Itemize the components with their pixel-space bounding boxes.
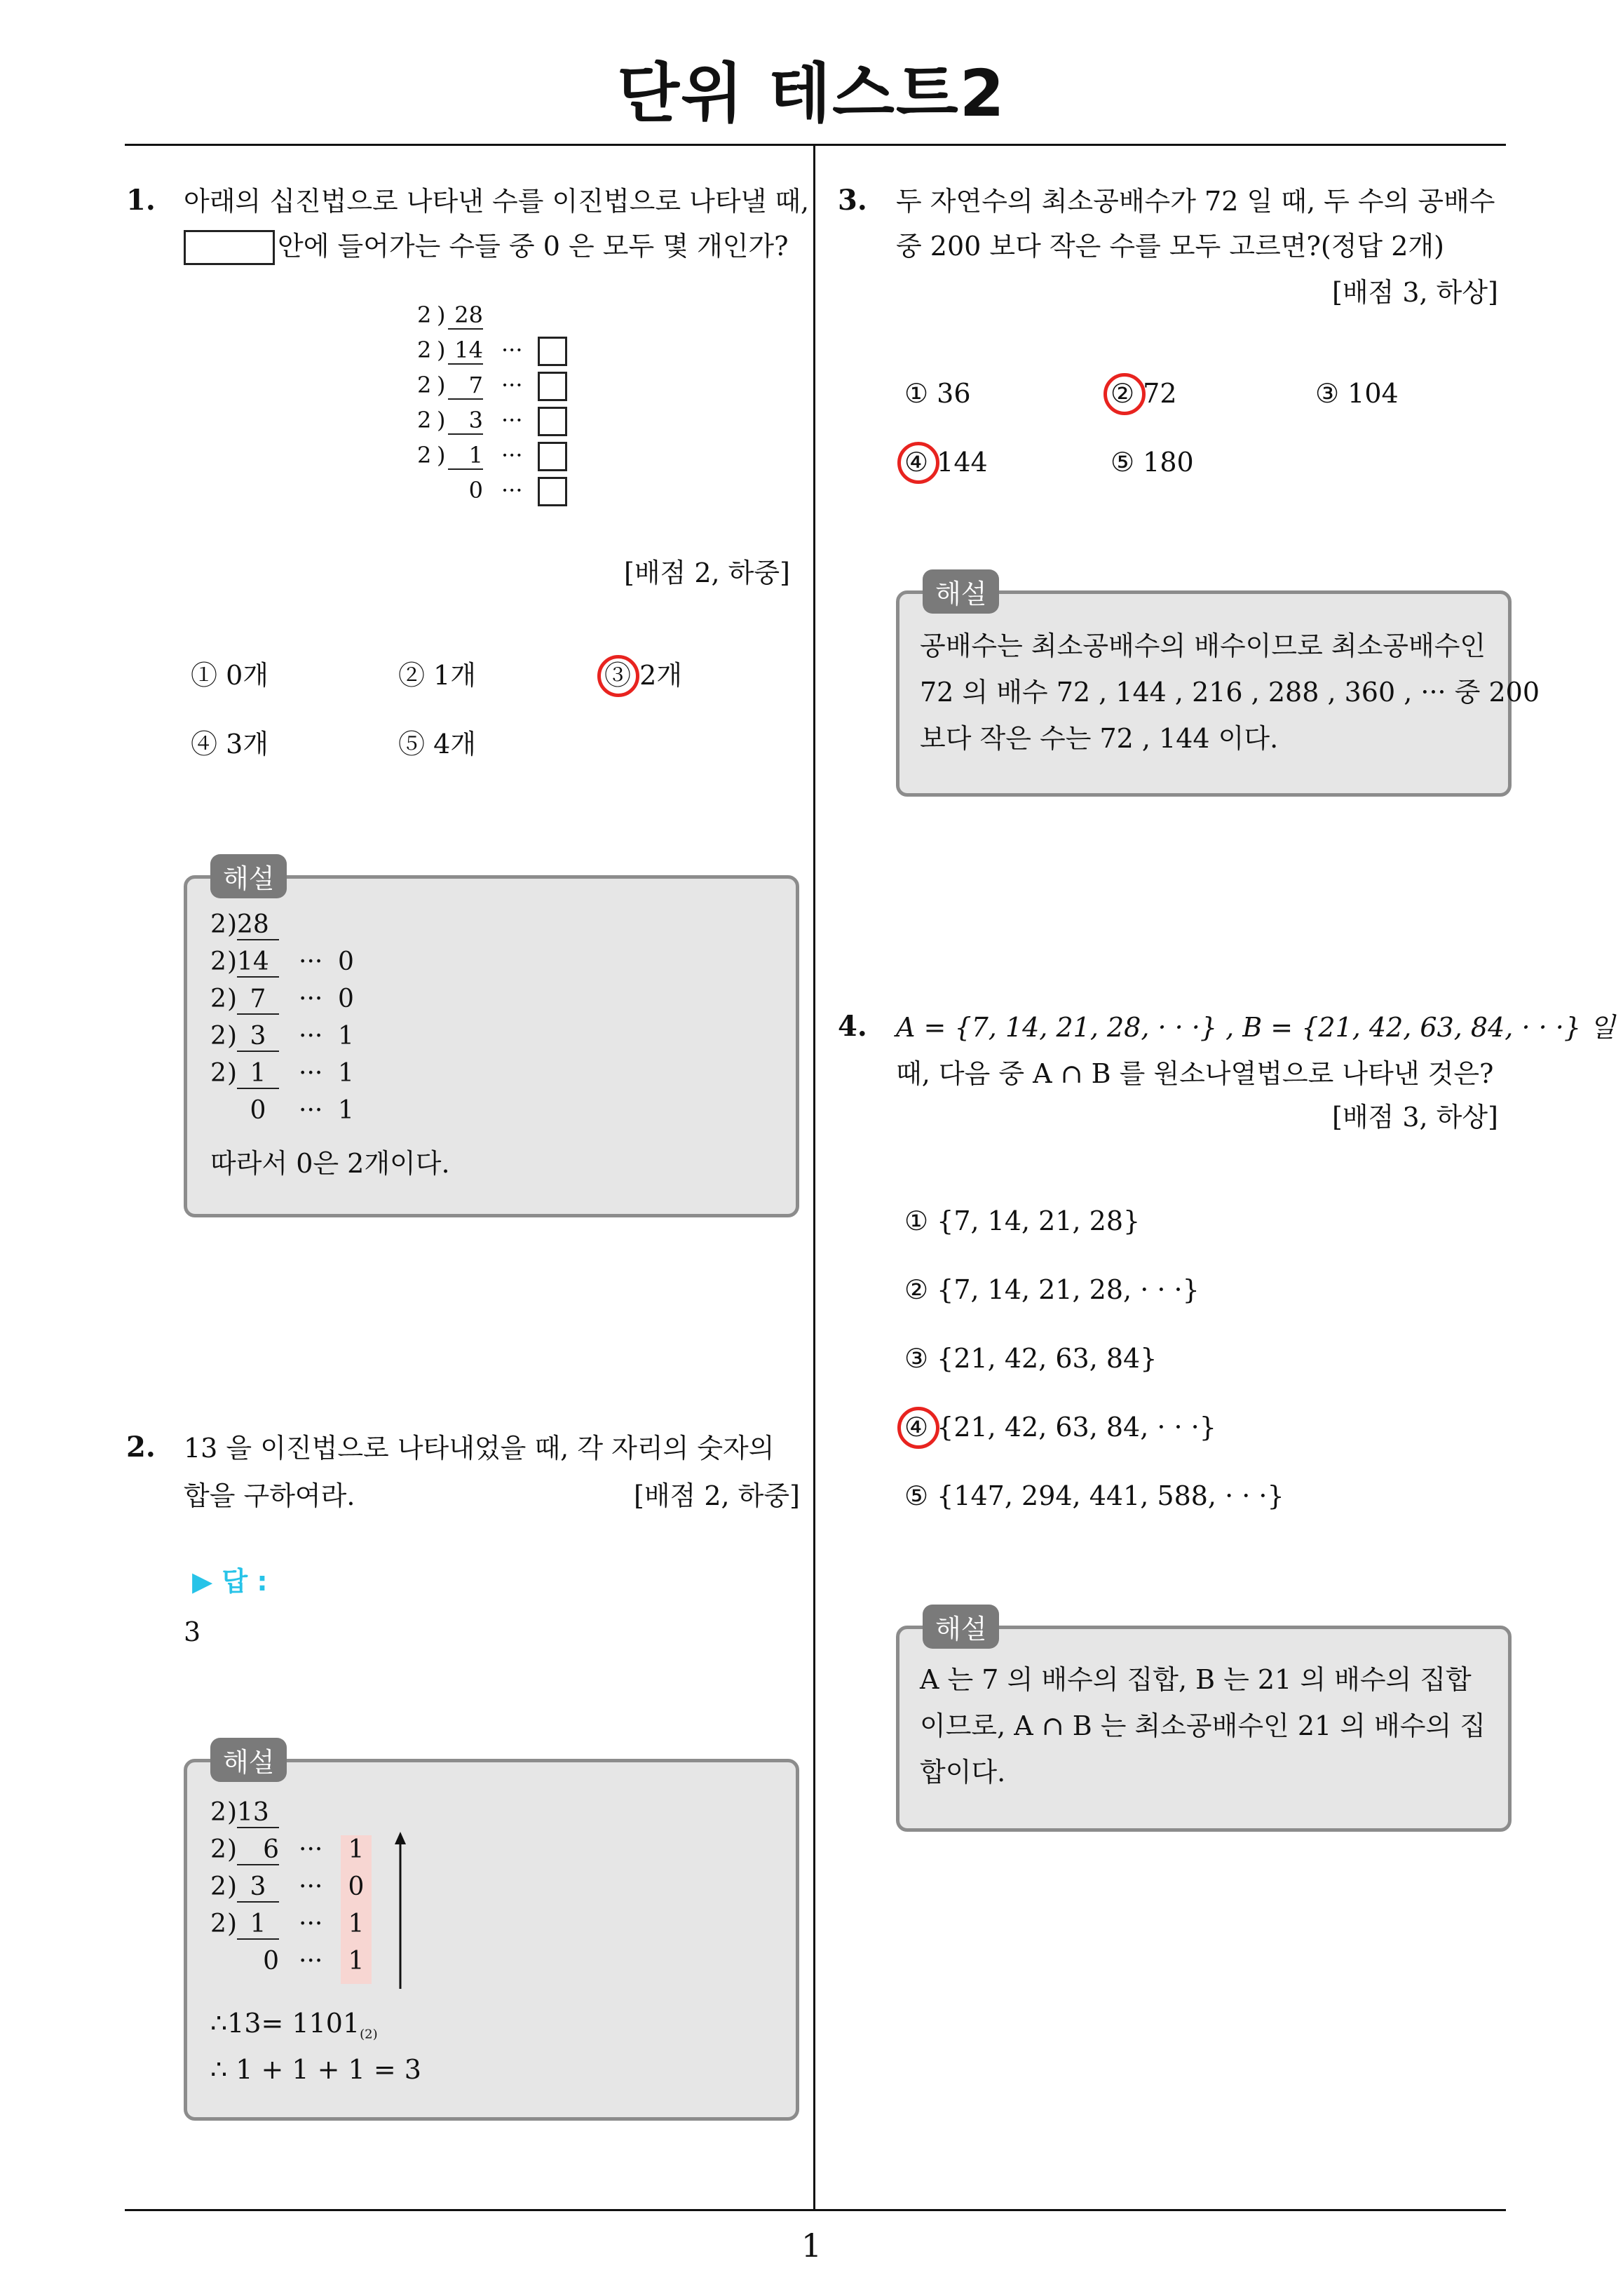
- remainder-box: [538, 477, 567, 506]
- choice-4[interactable]: ④ 3개: [191, 729, 269, 759]
- question-number: 3.: [838, 184, 867, 217]
- choice-5[interactable]: ⑤ {147, 294, 441, 588, · · ·}: [904, 1480, 1284, 1511]
- choice-3[interactable]: ③ {21, 42, 63, 84}: [904, 1343, 1157, 1374]
- top-rule: [125, 144, 1506, 146]
- question-number: 4.: [838, 1010, 867, 1043]
- remainder-box: [538, 337, 567, 366]
- question-text: 중 200 보다 작은 수를 모두 고르면?(정답 2개): [896, 231, 1444, 262]
- score-label: [배점 2, 하중]: [634, 1480, 800, 1511]
- column-divider: [813, 145, 815, 2210]
- choice-4[interactable]: ④ {21, 42, 63, 84, · · ·}: [904, 1412, 1216, 1443]
- choice-3[interactable]: ③ 104: [1315, 378, 1399, 409]
- choice-2[interactable]: ② {7, 14, 21, 28, · · ·}: [904, 1274, 1200, 1305]
- explanation-line: A 는 7 의 배수의 집합, B 는 21 의 배수의 집합: [920, 1664, 1472, 1695]
- choice-2[interactable]: ② 72: [1111, 378, 1177, 409]
- question-text: 아래의 십진법으로 나타낸 수를 이진법으로 나타낼 때,: [184, 186, 810, 217]
- bottom-rule: [125, 2209, 1506, 2211]
- remainder-box: [538, 442, 567, 471]
- choice-2[interactable]: ② 1개: [398, 660, 476, 691]
- blank-box: [184, 230, 275, 265]
- choice-3[interactable]: ③ 2개: [604, 660, 682, 691]
- answer-circle-mark: [1103, 373, 1146, 415]
- explanation-conclusion: 따라서 0은 2개이다.: [210, 1148, 450, 1179]
- choice-1[interactable]: ① 36: [904, 378, 971, 409]
- question-text: 합을 구하여라.: [184, 1480, 355, 1511]
- explanation-line: ∴ 1 + 1 + 1 = 3: [210, 2054, 421, 2085]
- choice-4[interactable]: ④ 144: [904, 447, 988, 478]
- score-label: [배점 3, 하상]: [1332, 277, 1498, 308]
- question-number: 1.: [126, 184, 156, 217]
- choice-5[interactable]: ⑤ 180: [1111, 447, 1194, 478]
- explanation-tag: 해설: [923, 1605, 999, 1649]
- explanation-line: 72 의 배수 72 , 144 , 216 , 288 , 360 , ··· 중 200: [920, 677, 1540, 708]
- choice-5[interactable]: ⑤ 4개: [398, 729, 476, 759]
- question-text: 안에 들어가는 수들 중 0 은 모두 몇 개인가?: [278, 231, 789, 262]
- explanation-line: 보다 작은 수는 72 , 144 이다.: [920, 723, 1279, 754]
- remainder-box: [538, 372, 567, 401]
- choice-1[interactable]: ① {7, 14, 21, 28}: [904, 1206, 1141, 1236]
- answer-label: ▶ 답 :: [192, 1566, 268, 1597]
- explanation-line: 합이다.: [920, 1757, 1006, 1788]
- explanation-line: 공배수는 최소공배수의 배수이므로 최소공배수인: [920, 630, 1486, 661]
- question-text: A = {7, 14, 21, 28, · · ·} , B = {21, 42, 63, 84, · · ·} 일: [896, 1012, 1615, 1043]
- explanation-tag: 해설: [210, 1738, 287, 1782]
- page-number: 1: [801, 2227, 822, 2264]
- explanation-tag: 해설: [210, 854, 287, 898]
- explanation-line: 이므로, A ∩ B 는 최소공배수인 21 의 배수의 집: [920, 1710, 1486, 1741]
- choice-1[interactable]: ① 0개: [191, 660, 269, 691]
- explanation-tag: 해설: [923, 569, 999, 614]
- question-number: 2.: [126, 1431, 156, 1464]
- question-text: 13 을 이진법으로 나타내었을 때, 각 자리의 숫자의: [184, 1433, 775, 1464]
- answer-value: 3: [184, 1616, 201, 1647]
- answer-circle-mark: [897, 1407, 939, 1449]
- answer-circle-mark: [897, 442, 939, 484]
- score-label: [배점 3, 하상]: [1332, 1102, 1498, 1133]
- page-title: 단위 테스트2: [617, 56, 1006, 131]
- up-arrow-icon: [390, 1832, 411, 1990]
- explanation-line: ∴13= $1101_{(2)}$: [210, 2008, 378, 2042]
- question-text: 때, 다음 중 A ∩ B 를 원소나열법으로 나타낸 것은?: [896, 1058, 1494, 1089]
- question-text: 두 자연수의 최소공배수가 72 일 때, 두 수의 공배수: [896, 186, 1495, 217]
- answer-circle-mark: [597, 655, 639, 697]
- score-label: [배점 2, 하중]: [624, 558, 790, 588]
- remainder-box: [538, 407, 567, 436]
